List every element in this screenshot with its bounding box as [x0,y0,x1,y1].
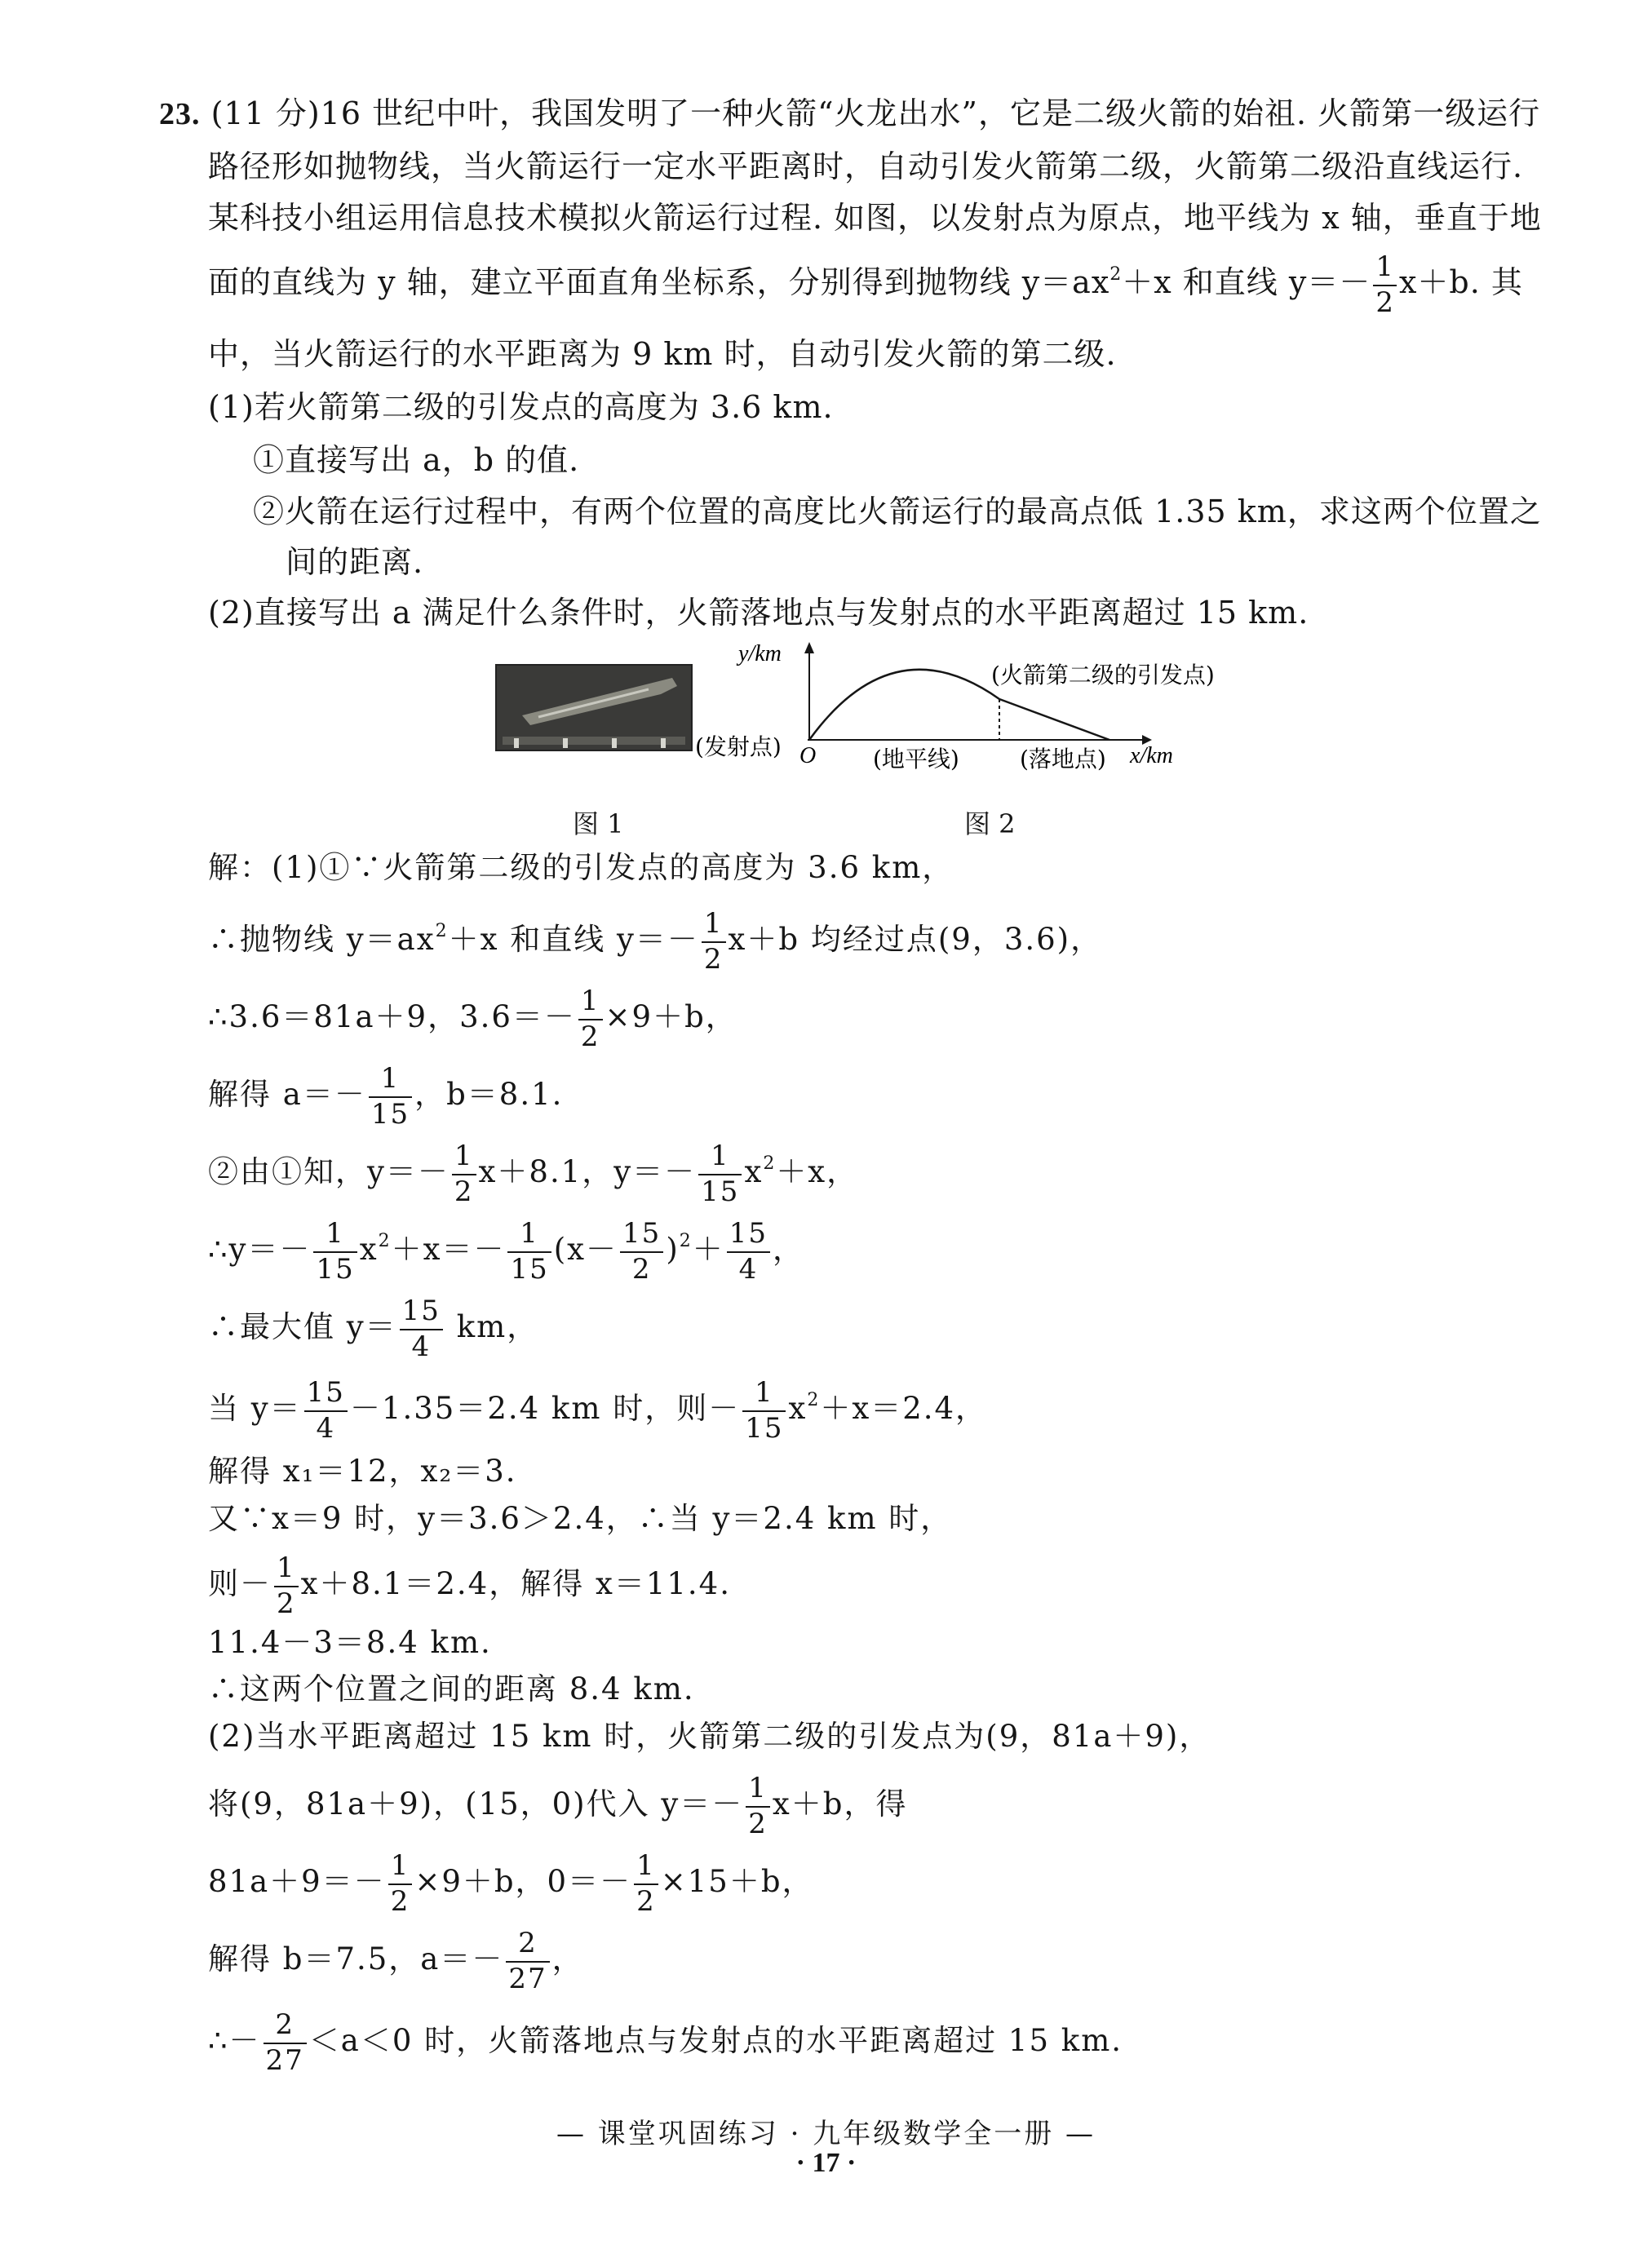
solution-line-2: ∴抛物线 $y=ax^2+x$ 和直线 y＝－ $\frac{1}{2}$ x＋b 均经过点(9，3.6)， [208,907,1103,976]
problem-line-1 [159,95,1541,131]
solution-line-14: (2)当水平距离超过 15 km 时，火箭第二级的引发点为(9，81a＋9)， [208,1719,1211,1754]
parabola-path [809,670,999,740]
solution-line-3: ∴3.6＝81a＋9，3.6＝－ $\frac{1}{2}$ ×9＋b， [208,985,737,1053]
solution-line-18: ∴－ $\frac{2}{27}$ ＜a＜0 时，火箭落地点与发射点的水平距离超过 15 km. [208,2008,1123,2077]
solution-line-11: 则－ $\frac{1}{2}$ x＋8.1＝2.4，解得 x＝11.4. [208,1552,731,1620]
solution-line-13: ∴这两个位置之间的距离 8.4 km. [208,1671,695,1706]
book-footer: — 课堂巩固练习 · 九年级数学全一册 — [556,2118,1096,2150]
horizon-label: (地平线) [873,746,959,772]
y-axis-arrow [804,642,814,653]
problem-line-3: 某科技小组运用信息技术模拟火箭运行过程. 如图，以发射点为原点，地平线为 x 轴，垂直于地 [208,200,1542,236]
problem-text-1: (11 分)16 世纪中叶，我国发明了一种火箭“火龙出水”，它是二级火箭的始祖. 火箭第一级运行 [210,95,1541,131]
fraction-1-15: $\frac{1}{15}$ [507,1220,551,1284]
fraction-half: $\frac{1}{2}$ [452,1142,476,1206]
solution-line-4: 解得 a＝－ $\frac{1}{15}$ ，b＝8.1. [208,1062,564,1131]
x-axis-label: x/km [1130,743,1173,768]
fraction-2-27: $\frac{2}{27}$ [264,2011,307,2075]
solution-line-10: 又∵x＝9 时，y＝3.6＞2.4，∴当 y＝2.4 km 时， [208,1501,953,1536]
rocket-photo [496,665,692,750]
problem-number: 23. [159,97,201,131]
question-1-1: ①直接写出 a，b 的值. [253,442,580,478]
solution-line-1: 解：(1)①∵火箭第二级的引发点的高度为 3.6 km， [208,850,954,885]
solution-line-5: ②由①知，y＝－ $\frac{1}{2}$ x＋8.1，y＝－ $\frac{1}{15}$ $x^2+x$， [208,1140,859,1208]
problem-line-4b: ＋x 和直线 y＝－ [1122,264,1371,301]
fraction-15-4: $\frac{15}{4}$ [727,1220,770,1284]
origin-label: O [799,743,817,768]
fraction-15-2: $\frac{15}{2}$ [620,1220,663,1284]
page-number: · 17 · [795,2148,857,2178]
solution-line-17: 解得 b＝7.5，a＝－ $\frac{2}{27}$ ， [208,1927,584,1995]
fraction-half: $\frac{1}{2}$ [1373,253,1397,317]
problem-line-2: 路径形如抛物线，当火箭运行一定水平距离时，自动引发火箭第二级，火箭第二级沿直线运行. [208,148,1524,184]
solution-line-8: 当 y＝ $\frac{15}{4}$ －1.35＝2.4 km 时，则－ $\frac{1}{15}$ $x^2+x=2.4$， [208,1376,988,1445]
fraction-15-4: $\frac{15}{4}$ [304,1379,348,1443]
fraction-1-15: $\frac{1}{15}$ [698,1142,742,1206]
question-1-2a: ②火箭在运行过程中，有两个位置的高度比火箭运行的最高点低 1.35 km，求这两个位置之 [253,494,1542,529]
problem-line-4c: x＋b. 其 [1398,264,1523,301]
solution-line-16: 81a＋9＝－ $\frac{1}{2}$ ×9＋b，0＝－ $\frac{1}{2}$ ×15＋b， [208,1849,814,1918]
straight-path [999,699,1109,740]
fraction-2-27: $\frac{2}{27}$ [506,1929,549,1994]
superscript: 2 [1109,264,1123,286]
fraction-1-15: $\frac{1}{15}$ [313,1220,357,1284]
question-2: (2)直接写出 a 满足什么条件时，火箭落地点与发射点的水平距离超过 15 km. [208,595,1309,631]
problem-line-4 [208,250,1523,319]
launch-label: (发射点) [695,733,782,760]
solution-line-15: 将(9，81a＋9)，(15，0)代入 y＝－ $\frac{1}{2}$ x＋b，得 [208,1772,908,1840]
solution-line-6: ∴y＝－ $\frac{1}{15}$ $x^2+x=-$ $\frac{1}{15}$ (x－ $\frac{15}{2}$ )$^2$＋ $\frac{15}{4}$ ， [208,1217,805,1286]
problem-line-4a: 面的直线为 y 轴，建立平面直角坐标系，分别得到抛物线 y＝ax [208,264,1110,301]
fraction-1-15: $\frac{1}{15}$ [742,1379,786,1443]
fraction-1-15: $\frac{1}{15}$ [369,1065,412,1129]
fraction-half: $\frac{1}{2}$ [388,1852,413,1916]
fraction-half: $\frac{1}{2}$ [702,910,726,974]
solution-line-9: 解得 x₁＝12，x₂＝3. [208,1454,517,1489]
solution-line-7: ∴最大值 y＝ $\frac{15}{4}$ km， [208,1295,539,1363]
fraction-15-4: $\frac{15}{4}$ [400,1297,443,1361]
stage2-label: (火箭第二级的引发点) [991,662,1215,688]
problem-line-5: 中，当火箭运行的水平距离为 9 km 时，自动引发火箭的第二级. [208,336,1117,372]
y-axis-label: y/km [738,641,782,666]
question-1: (1)若火箭第二级的引发点的高度为 3.6 km. [208,389,834,425]
fraction-half: $\frac{1}{2}$ [578,987,603,1051]
fraction-half: $\frac{1}{2}$ [746,1774,770,1839]
fraction-half: $\frac{1}{2}$ [634,1852,658,1916]
figure-1-caption: 图 1 [573,808,624,839]
question-1-2b: 间的距离. [286,544,424,580]
fraction-half: $\frac{1}{2}$ [274,1554,299,1618]
figure-2-caption: 图 2 [964,808,1016,839]
solution-line-12: 11.4－3＝8.4 km. [208,1625,492,1660]
landing-label: (落地点) [1020,746,1106,772]
